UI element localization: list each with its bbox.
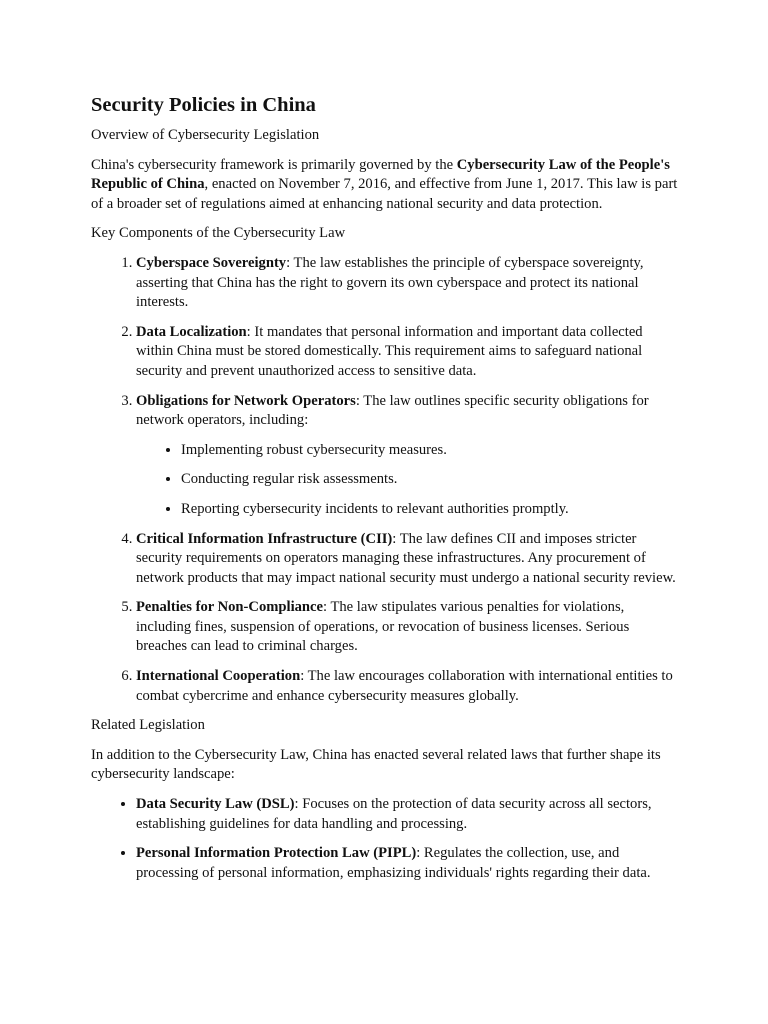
item-term: Personal Information Protection Law (PIPL) — [136, 845, 417, 862]
list-item — [136, 392, 680, 520]
item-term: Critical Information Infrastructure (CII) — [136, 530, 393, 547]
item-text: : Regulates the collection, use, and processing of personal information, emphasizing individuals' rights regarding their data. — [136, 845, 651, 881]
sub-list-item: • Reporting cybersecurity incidents to relevant authorities promptly. — [181, 500, 680, 520]
sub-list-item: • Implementing robust cybersecurity measures. — [181, 441, 680, 461]
item-text: : The law defines CII and imposes stricter security requirements on operators managing these infrastructures. Any procurement of network products that may impact national security must undergo a national security review. — [136, 530, 676, 586]
intro-post: , enacted on November 7, 2016, and effective from June 1, 2017. This law is part of a broader set of regulations aimed at enhancing national security and data protection. — [91, 176, 678, 212]
list-item — [136, 530, 680, 589]
intro-paragraph — [91, 156, 680, 215]
item-term: Data Security Law (DSL) — [136, 796, 295, 813]
list-item — [136, 795, 680, 834]
overview-heading: Overview of Cybersecurity Legislation — [91, 127, 320, 143]
list-item — [136, 667, 680, 706]
list-item — [136, 254, 680, 313]
components-list — [91, 254, 680, 706]
item-term: Obligations for Network Operators — [136, 392, 356, 409]
list-item — [136, 598, 680, 657]
item-term: Cyberspace Sovereignty — [136, 254, 287, 271]
item-text: : The law encourages collaboration with international entities to combat cybercrime and enhance cybersecurity measures globally. — [136, 668, 673, 704]
components-heading: Key Components of the Cybersecurity Law — [91, 225, 346, 242]
item-term: Data Localization — [136, 323, 247, 340]
sub-list-item: • Conducting regular risk assessments. — [181, 470, 680, 490]
related-intro: In addition to the Cybersecurity Law, China has enacted several related laws that further shape its cybersecurity landscape: — [91, 746, 661, 783]
item-text: : Focuses on the protection of data security across all sectors, establishing guidelines for data handling and processing. — [136, 796, 652, 832]
item-text: : The law stipulates various penalties for violations, including fines, suspension of operations, or revocation of business licenses. Serious breaches can lead to criminal charges. — [136, 599, 630, 655]
item-text: : It mandates that personal information and important data collected within China must be stored domestically. This requirement aims to safeguard national security and prevent unauthorized access to sensitive data. — [136, 323, 643, 379]
list-item — [136, 844, 680, 883]
item-term: Penalties for Non-Compliance — [136, 599, 323, 616]
related-list — [91, 795, 680, 883]
intro-pre: China's cybersecurity framework is primarily governed by the — [91, 156, 457, 173]
item-text: : The law establishes the principle of cyberspace sovereignty, asserting that China has the right to govern its own cyberspace and protect its national interests. — [136, 254, 644, 311]
related-heading: Related Legislation — [91, 717, 205, 734]
intro-law-name: Cybersecurity Law of the People's Republic of China — [91, 156, 670, 193]
item-term: International Cooperation — [136, 668, 301, 685]
page-title: Security Policies in China — [91, 94, 316, 116]
list-item — [136, 323, 680, 382]
obligations-sublist — [136, 441, 680, 520]
item-text: : The law outlines specific security obligations for network operators, including: — [136, 392, 649, 429]
